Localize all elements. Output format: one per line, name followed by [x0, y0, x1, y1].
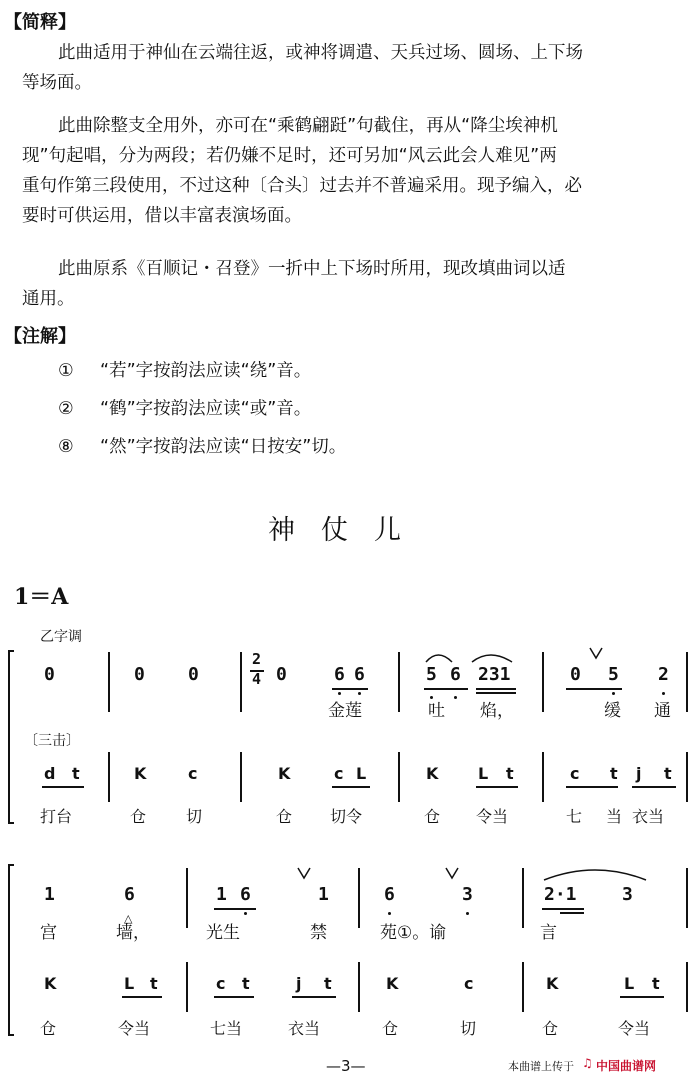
- underline: [214, 996, 254, 998]
- barline: [686, 962, 688, 1012]
- underline: [566, 786, 618, 788]
- perc-text: 当: [606, 807, 623, 826]
- lyric: 通: [654, 701, 671, 721]
- breath-mark: [296, 866, 312, 880]
- perc-symbol: c: [216, 974, 226, 993]
- note-2-mark: ②: [58, 399, 74, 419]
- perc-symbol: t: [652, 974, 660, 993]
- melody-note: 0: [44, 664, 55, 685]
- barline: [108, 652, 110, 712]
- system-1-brace: [8, 650, 14, 824]
- barline: [186, 962, 188, 1012]
- melody-note: 1: [44, 884, 55, 905]
- lyric: 言: [540, 923, 557, 943]
- perc-symbol: c: [188, 764, 198, 783]
- perc-text: 仓: [130, 807, 147, 826]
- barline: [398, 752, 400, 802]
- melody-note: 6: [384, 884, 395, 905]
- lower-octave-dot: [244, 912, 247, 915]
- perc-text: 切: [186, 807, 203, 826]
- intro-paragraph-2-line-4: 要时可供运用，借以丰富表演场面。: [22, 206, 302, 226]
- melody-note: 1: [318, 884, 329, 905]
- perc-text: 打台: [40, 807, 73, 826]
- lower-octave-dot: [454, 696, 457, 699]
- barline: [240, 752, 242, 802]
- lyric: 金莲: [328, 701, 362, 721]
- lower-octave-dot: [662, 692, 665, 695]
- note-1-mark: ①: [58, 361, 74, 381]
- perc-text: 仓: [276, 807, 293, 826]
- melody-note: 5: [608, 664, 619, 685]
- upload-credit: 本曲谱上传于: [508, 1060, 574, 1073]
- intro-paragraph-3-line-1: 此曲原系《百顺记・召登》一折中上下场时所用，现改填曲词以适: [58, 259, 566, 279]
- underline: [332, 688, 368, 690]
- underline: [332, 786, 370, 788]
- perc-symbol: K: [386, 974, 399, 993]
- time-signature-bottom: 4: [252, 670, 262, 688]
- lyric: 缓: [604, 701, 621, 721]
- melody-note: 1: [216, 884, 227, 905]
- melody-note: 2·1: [544, 884, 577, 905]
- melody-note: 6: [124, 884, 135, 905]
- melody-note: 6: [334, 664, 345, 685]
- page-number: —3—: [326, 1057, 366, 1075]
- melody-note: 0: [134, 664, 145, 685]
- barline: [108, 752, 110, 802]
- barline: [186, 868, 188, 928]
- perc-symbol: K: [134, 764, 147, 783]
- site-logo-icon: ♫: [582, 1056, 593, 1070]
- intro-heading: 【简释】: [4, 12, 76, 33]
- perc-text: 切令: [330, 807, 363, 826]
- perc-text: 令当: [118, 1019, 151, 1038]
- perc-text: 令当: [618, 1019, 651, 1038]
- underline: [476, 688, 516, 690]
- barline: [542, 752, 544, 802]
- intro-paragraph-1-line-2: 等场面。: [22, 73, 92, 93]
- perc-symbol: t: [324, 974, 332, 993]
- underline: [122, 996, 162, 998]
- intro-paragraph-2-line-3: 重句作第三段使用，不过这种〔合头〕过去并不普遍采用。现予编入，必: [22, 176, 582, 196]
- perc-symbol: L: [356, 764, 367, 783]
- slur-arcs: [422, 648, 522, 664]
- barline: [522, 962, 524, 1012]
- barline: [358, 962, 360, 1012]
- perc-symbol: t: [664, 764, 672, 783]
- note-3-text: “然”字按韵法应读“日按安”切。: [100, 437, 347, 457]
- perc-symbol: K: [278, 764, 291, 783]
- lyric: 苑①。谕: [380, 923, 447, 943]
- barline: [522, 868, 524, 928]
- perc-symbol: t: [242, 974, 250, 993]
- perc-symbol: L: [124, 974, 135, 993]
- perc-text: 七: [566, 807, 583, 826]
- lyric: 焰，: [480, 701, 514, 721]
- barline: [398, 652, 400, 712]
- melody-note: 0: [570, 664, 581, 685]
- lyric: 光生: [206, 923, 240, 943]
- notes-heading: 【注解】: [4, 326, 76, 347]
- breath-mark: [588, 646, 604, 660]
- lyric: 墙，: [116, 923, 150, 943]
- melody-note: 6: [450, 664, 461, 685]
- lyric: 吐: [428, 701, 445, 721]
- lower-octave-dot: [612, 692, 615, 695]
- lower-octave-dot: [388, 912, 391, 915]
- underline: [542, 908, 584, 910]
- perc-symbol: K: [44, 974, 57, 993]
- time-signature-top: 2: [252, 650, 262, 668]
- melody-note: 5: [426, 664, 437, 685]
- perc-symbol: j: [296, 974, 302, 993]
- barline: [542, 652, 544, 712]
- lower-octave-dot: [338, 692, 341, 695]
- melody-note: 0: [188, 664, 199, 685]
- note-2-text: “鹤”字按韵法应读“或”音。: [100, 399, 312, 419]
- breath-mark: [444, 866, 460, 880]
- perc-text: 令当: [476, 807, 509, 826]
- perc-text: 仓: [382, 1019, 399, 1038]
- perc-text: 仓: [424, 807, 441, 826]
- melody-note: 2: [658, 664, 669, 685]
- melody-note: 6: [354, 664, 365, 685]
- underline: [560, 912, 584, 914]
- mode-label: 乙字调: [40, 629, 82, 645]
- perc-symbol: t: [506, 764, 514, 783]
- barline: [686, 752, 688, 802]
- perc-text: 仓: [40, 1019, 57, 1038]
- barline: [686, 868, 688, 928]
- note-1-text: “若”字按韵法应读“绕”音。: [100, 361, 312, 381]
- underline: [620, 996, 664, 998]
- underline: [292, 996, 336, 998]
- system-2-brace: [8, 864, 14, 1036]
- barline: [686, 652, 688, 712]
- accent-mark: △: [124, 912, 133, 925]
- perc-text: 七当: [210, 1019, 243, 1038]
- melody-note: 3: [462, 884, 473, 905]
- site-name[interactable]: 中国曲谱网: [596, 1059, 657, 1073]
- melody-note: 3: [622, 884, 633, 905]
- perc-text: 衣当: [632, 807, 665, 826]
- intro-paragraph-1-line-1: 此曲适用于神仙在云端往返，或神将调遣、天兵过场、圆场、上下场: [58, 43, 583, 63]
- underline: [424, 688, 468, 690]
- intro-paragraph-2-line-2: 现”句起唱，分为两段；若仍嫌不足时，还可另加“风云此会人难见”两: [22, 146, 557, 166]
- note-3-mark: ⑧: [58, 437, 74, 457]
- lower-octave-dot: [466, 912, 469, 915]
- perc-symbol: t: [72, 764, 80, 783]
- perc-symbol: t: [150, 974, 158, 993]
- barline: [358, 868, 360, 928]
- perc-symbol: K: [546, 974, 559, 993]
- melody-note: 0: [276, 664, 287, 685]
- perc-text: 仓: [542, 1019, 559, 1038]
- underline: [476, 786, 518, 788]
- piece-title: 神仗儿: [268, 515, 427, 546]
- underline: [214, 908, 256, 910]
- percussion-label: 〔三击〕: [24, 733, 80, 749]
- lower-octave-dot: [358, 692, 361, 695]
- melody-note: 6: [240, 884, 251, 905]
- intro-paragraph-2-line-1: 此曲除整支全用外，亦可在“乘鹤翩跹”句截住，再从“降尘埃神机: [58, 116, 558, 136]
- lyric: 禁: [310, 923, 327, 943]
- perc-text: 衣当: [288, 1019, 321, 1038]
- barline: [240, 652, 242, 712]
- underline: [632, 786, 676, 788]
- perc-symbol: K: [426, 764, 439, 783]
- perc-symbol: c: [570, 764, 580, 783]
- perc-symbol: L: [478, 764, 489, 783]
- perc-text: 切: [460, 1019, 477, 1038]
- perc-symbol: c: [334, 764, 344, 783]
- melody-note: 231: [478, 664, 511, 685]
- perc-symbol: L: [624, 974, 635, 993]
- perc-symbol: t: [610, 764, 618, 783]
- lyric: 宫: [40, 923, 57, 943]
- perc-symbol: c: [464, 974, 474, 993]
- slur-arc: [540, 864, 650, 882]
- perc-symbol: d: [44, 764, 56, 783]
- underline: [566, 688, 622, 690]
- underline: [42, 786, 84, 788]
- key-signature: 1＝A: [14, 584, 69, 610]
- perc-symbol: j: [636, 764, 642, 783]
- underline: [476, 692, 516, 694]
- intro-paragraph-3-line-2: 通用。: [22, 289, 75, 309]
